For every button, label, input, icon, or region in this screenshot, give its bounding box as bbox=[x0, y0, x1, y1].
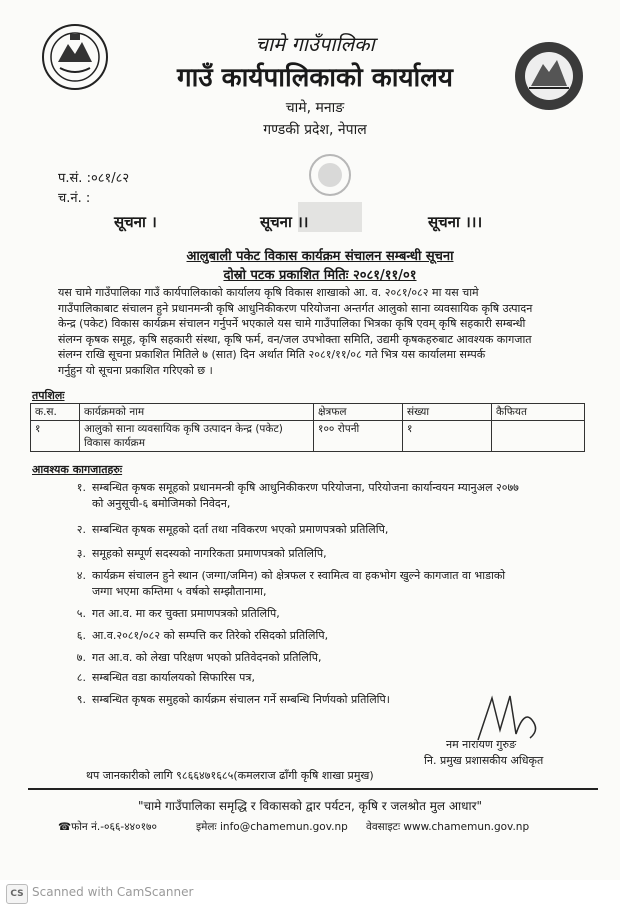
footer-divider bbox=[28, 788, 598, 790]
list-text: कार्यक्रम संचालन हुने स्थान (जग्गा/जमिन) को क्षेत्रफल र स्वामित्व वा हकभोग खुल्ने कागजात वा भाडाको bbox=[92, 569, 506, 582]
list-item bbox=[64, 628, 584, 643]
phone-number bbox=[58, 820, 157, 834]
list-text: गत आ.व. को लेखा परिक्षण भएको प्रतिवेदनको प्रतिलिपि, bbox=[92, 651, 322, 664]
documents-list bbox=[64, 480, 564, 710]
email-link[interactable]: इमेलः info@chamemun.gov.np bbox=[196, 821, 348, 833]
body-line: गर्नुहुन यो सूचना प्रकाशित गरिएको छ । bbox=[58, 363, 213, 377]
list-item bbox=[64, 670, 584, 685]
office-province: गण्डकी प्रदेश, नेपाल bbox=[263, 122, 367, 138]
list-number: ३. bbox=[76, 547, 86, 560]
list-number: ४. bbox=[76, 569, 86, 582]
list-text: गत आ.व. मा कर चुक्ता प्रमाणपत्रको प्रतिलिपि, bbox=[92, 607, 280, 620]
footer-slogan: "चामे गाउँपालिका समृद्धि र विकासको द्वार पर्यटन, कृषि र जलश्रोत मुल आधार" bbox=[137, 799, 483, 813]
program-table bbox=[30, 403, 585, 452]
publication-date: दोस्रो पटक प्रकाशित मितिः २०८१/११/०१ bbox=[223, 268, 417, 283]
list-item bbox=[64, 546, 584, 561]
notice-subject: आलुबाली पकेट विकास कार्यक्रम संचालन सम्बन्धी सूचना bbox=[186, 249, 454, 264]
camscanner-logo: CS bbox=[6, 884, 28, 904]
column-header: क.स. bbox=[31, 404, 80, 421]
body-line: संलग्न कृषक समूह, कृषि सहकारी संस्था, कृषि फर्म, वन/जल उपभोक्ता समिति, उद्यमी कृषकहरुबाट आवश्यक कागजात bbox=[58, 332, 532, 346]
list-number: २. bbox=[76, 523, 86, 536]
signatory-name: नम नारायण गुरुङ bbox=[446, 738, 517, 751]
list-item bbox=[64, 522, 584, 537]
column-header: क्षेत्रफल bbox=[314, 404, 403, 421]
body-line: संलग्न राखि सूचना प्रकाशित मितिले ७ (सात) दिन अर्थात मिति २०८१/११/०८ गते भित्र यस कार्यालमा सम्पर्क bbox=[58, 348, 486, 362]
list-text: सम्बन्धित कृषक समूहको प्रधानमन्त्री कृषि आधुनिकीकरण परियोजना, परियोजना कार्यान्वयन म्यानुअल २०७७ bbox=[92, 481, 519, 494]
list-item bbox=[64, 606, 584, 621]
list-text: आ.व.२०८१/०८२ को सम्पत्ति कर तिरेको रसिदको प्रतिलिपि, bbox=[92, 629, 329, 642]
office-title: गाउँ कार्यपालिकाको कार्यालय bbox=[177, 63, 453, 93]
notice-heading-2: सूचना ।। bbox=[260, 213, 309, 231]
column-header: कार्यक्रमको नाम bbox=[80, 404, 314, 421]
phone-icon: ☎ bbox=[58, 821, 72, 833]
contact-info-line: थप जानकारीको लागि ९८६६४७१६८५(कमलराज ढाँगी कृषि शाखा प्रमुख) bbox=[86, 769, 374, 782]
list-number: ७. bbox=[76, 651, 86, 664]
list-number: ८. bbox=[76, 671, 86, 684]
list-number: ९. bbox=[76, 693, 86, 706]
signatory-title: नि. प्रमुख प्रशासकीय अधिकृत bbox=[424, 754, 544, 767]
nepal-emblem-icon bbox=[40, 22, 110, 92]
table-label: तपशिलः bbox=[32, 389, 65, 402]
notice-heading-3: सूचना ।।। bbox=[428, 213, 483, 231]
list-number: ५. bbox=[76, 607, 86, 620]
body-line: केन्द्र (पकेट) विकास कार्यक्रम संचालन गर्नुपर्ने भएकाले यस चामे गाउँपालिका भित्रका कृषि एवम् कृषि सहकारी सम्बन्धी bbox=[58, 317, 526, 331]
municipality-seal-icon bbox=[513, 40, 585, 112]
table-cell: आलुको साना व्यवसायिक कृषि उत्पादन केन्द्र (पकेट) विकास कार्यक्रम bbox=[80, 421, 314, 452]
list-item bbox=[64, 480, 584, 495]
list-number: १. bbox=[76, 481, 86, 494]
camscanner-text: Scanned with CamScanner bbox=[32, 885, 194, 899]
office-address: चामे, मनाङ bbox=[285, 100, 345, 116]
dispatch-number: च.नं. : bbox=[58, 191, 91, 206]
documents-label: आवश्यक कागजातहरुः bbox=[32, 463, 123, 476]
body-line: यस चामे गाउँपालिका गाउँ कार्यपालिकाको कार्यालय कृषि विकास शाखाको आ. व. २०८१/०८२ मा यस चामे bbox=[58, 286, 479, 299]
list-item bbox=[64, 650, 584, 665]
table-cell: १ bbox=[403, 421, 492, 452]
table-row bbox=[31, 421, 585, 452]
list-text: सम्बन्धित कृषक समूहको दर्ता तथा नविकरण भएको प्रमाणपत्रको प्रतिलिपि, bbox=[92, 523, 389, 536]
reference-number: प.सं. :०८१/८२ bbox=[58, 171, 130, 186]
phone-text: फोन नं.-०६६-४४०१७० bbox=[71, 821, 157, 833]
list-item bbox=[64, 568, 584, 583]
table-cell bbox=[492, 421, 585, 452]
table-cell: १०० रोपनी bbox=[314, 421, 403, 452]
table-cell: १ bbox=[31, 421, 80, 452]
body-line: गाउँपालिकाबाट संचालन हुने प्रधानमन्त्री कृषि आधुनिकीकरण परियोजना अन्तर्गत आलुको साना व्यवसायिक कृषि उत्पादन bbox=[58, 301, 533, 315]
website-link[interactable]: वेवसाइटः www.chamemun.gov.np bbox=[366, 821, 530, 833]
notice-heading-1: सूचना । bbox=[114, 213, 157, 231]
list-text: सम्बन्धित कृषक समुहको कार्यक्रम संचालन गर्ने सम्बन्धि निर्णयको प्रतिलिपि। bbox=[92, 693, 390, 706]
municipality-name: चामे गाउँपालिका bbox=[255, 32, 375, 56]
list-item-continuation: जग्गा भएमा कम्तिमा ५ वर्षको सम्झौतानामा, bbox=[92, 585, 267, 598]
list-text: समूहको सम्पूर्ण सदस्यको नागरिकता प्रमाणपत्रको प्रतिलिपि, bbox=[92, 547, 327, 560]
column-header: संख्या bbox=[403, 404, 492, 421]
list-text: सम्बन्धित वडा कार्यालयको सिफारिस पत्र, bbox=[92, 671, 255, 684]
notice-body bbox=[58, 285, 558, 379]
table-header-row bbox=[31, 404, 585, 421]
list-number: ६. bbox=[76, 629, 86, 642]
column-header: कैफियत bbox=[492, 404, 585, 421]
list-item-continuation: को अनुसूची-६ बमोजिमको निवेदन, bbox=[92, 497, 231, 510]
